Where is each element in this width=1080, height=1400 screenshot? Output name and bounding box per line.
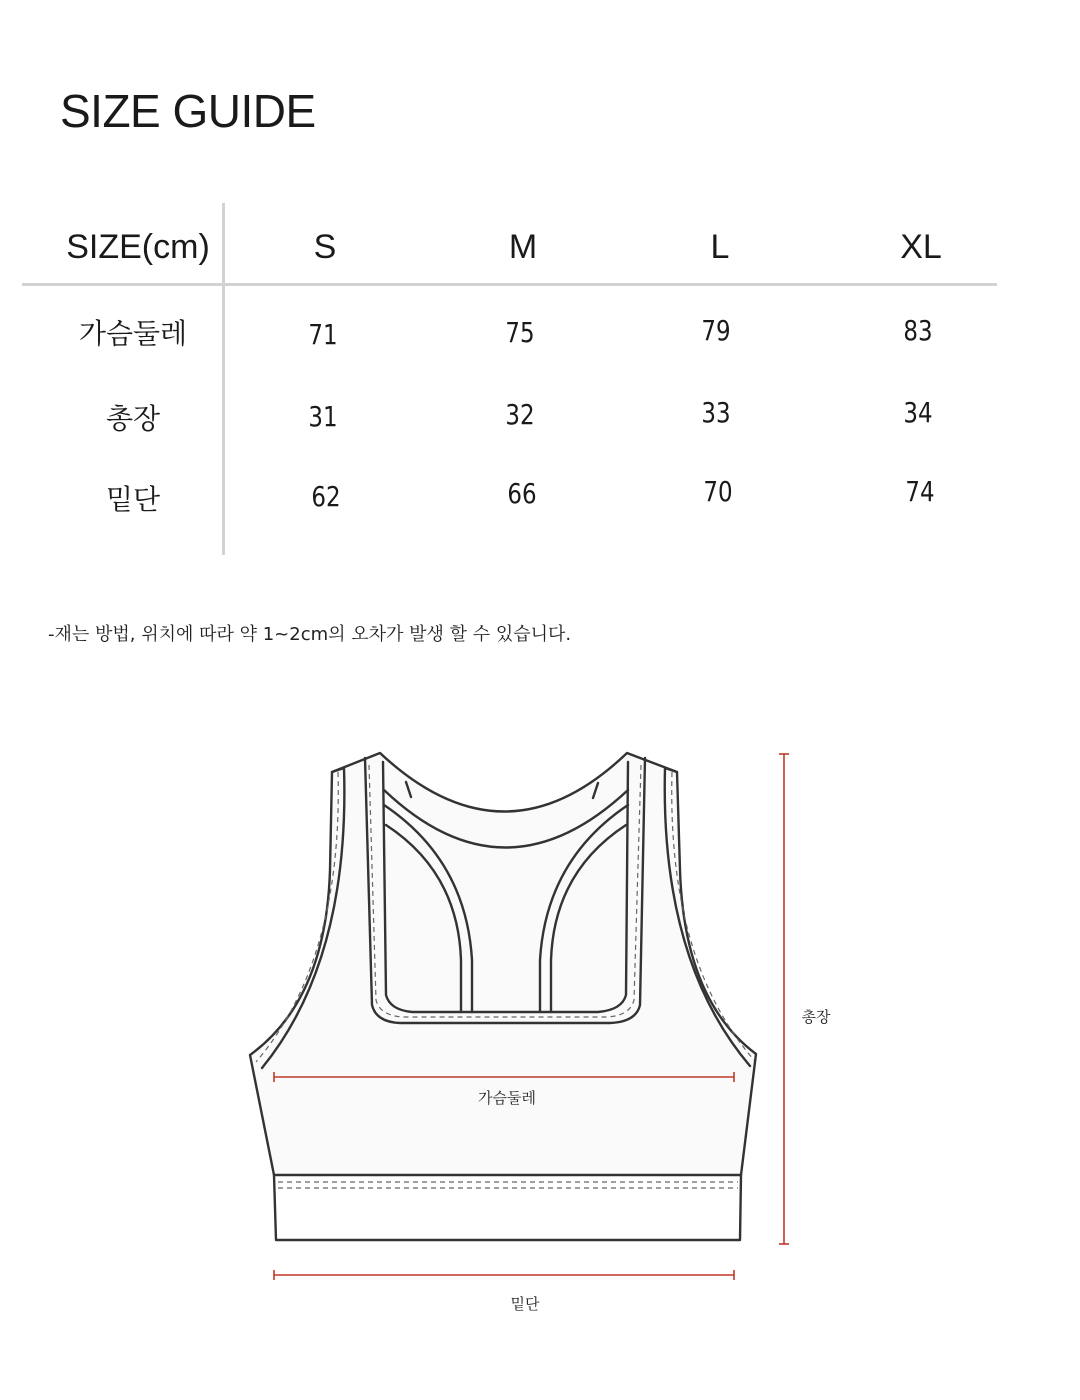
table-header-size-xl: XL [900, 228, 942, 266]
table-header-size-s: S [313, 228, 337, 266]
table-header-size-l: L [710, 228, 730, 266]
row-label-length: 총장 [105, 402, 161, 435]
table-cell: 71 [308, 318, 338, 351]
table-cell: 70 [703, 475, 733, 508]
diagram-label-length: 총장 [801, 1008, 831, 1026]
table-cell: 32 [505, 398, 535, 431]
table-cell: 33 [701, 396, 731, 429]
diagram-label-hem: 밑단 [510, 1295, 540, 1313]
table-cell: 66 [507, 477, 537, 510]
garment-outline [250, 753, 756, 1240]
page-title: SIZE GUIDE [60, 85, 316, 137]
table-cell: 83 [903, 314, 933, 347]
row-label-chest: 가슴둘레 [78, 317, 188, 350]
table-cell: 31 [308, 400, 338, 433]
table-header-size-m: M [508, 228, 538, 266]
table-cell: 75 [505, 316, 535, 349]
row-label-hem: 밑단 [105, 483, 161, 516]
table-cell: 62 [311, 480, 341, 513]
table-cell: 34 [903, 396, 933, 429]
measurement-note: -재는 방법, 위치에 따라 약 1~2cm의 오차가 발생 할 수 있습니다. [48, 624, 572, 645]
diagram-label-chest: 가슴둘레 [478, 1089, 536, 1107]
table-cell: 74 [905, 475, 935, 508]
table-cell: 79 [701, 314, 731, 347]
table-header-label: SIZE(cm) [66, 228, 210, 266]
